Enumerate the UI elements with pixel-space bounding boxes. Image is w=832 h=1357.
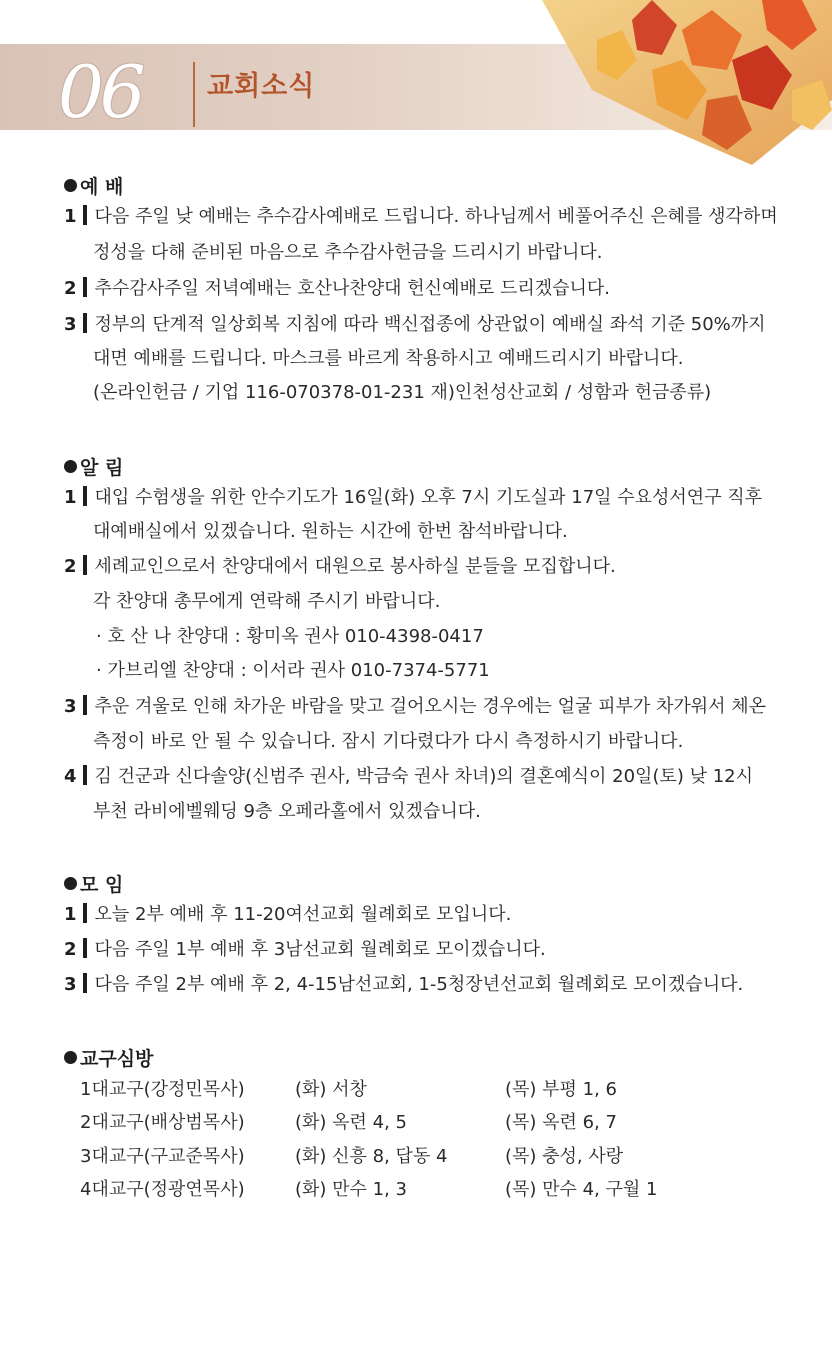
notice-item-2-cont: 각 찬양대 총무에게 연락해 주시기 바랍니다. <box>93 591 441 612</box>
visitation-tuesday: (화) 신흥 8, 답동 4 <box>295 1146 448 1167</box>
meeting-item-1: 1 오늘 2부 예배 후 11-20여선교회 월례회로 모입니다. <box>64 904 512 925</box>
bullet-icon <box>64 179 77 192</box>
notice-item-3: 3 추운 겨울로 인해 차가운 바람을 맞고 걸어오시는 경우에는 얼굴 피부가 차가워서 체온 <box>64 696 767 717</box>
visitation-district: 2대교구(배상범목사) <box>80 1112 245 1133</box>
notice-item-3-cont: 측정이 바로 안 될 수 있습니다. 잠시 기다렸다가 다시 측정하시기 바랍니다. <box>93 731 684 752</box>
section-visitation-heading: 교구심방 <box>64 1044 153 1071</box>
visitation-district: 3대교구(구교준목사) <box>80 1146 245 1167</box>
notice-item-4: 4 김 건군과 신다솔양(신범주 권사, 박금숙 권사 차녀)의 결혼예식이 20일(토) 낮 12시 <box>64 766 754 787</box>
worship-item-3: 3 정부의 단계적 일상회복 지침에 따라 백신접종에 상관없이 예배실 좌석 기준 50%까지 <box>64 314 766 335</box>
bullet-icon <box>64 460 77 473</box>
visitation-thursday: (목) 부평 1, 6 <box>505 1079 617 1100</box>
meeting-item-2: 2 다음 주일 1부 예배 후 3남선교회 월례회로 모이겠습니다. <box>64 939 546 960</box>
section-worship-heading: 예 배 <box>64 172 123 199</box>
visitation-thursday: (목) 옥련 6, 7 <box>505 1112 617 1133</box>
worship-item-1-cont: 정성을 다해 준비된 마음으로 추수감사헌금을 드리시기 바랍니다. <box>93 242 603 263</box>
notice-item-1: 1 대입 수험생을 위한 안수기도가 16일(화) 오후 7시 기도실과 17일 수요성서연구 직후 <box>64 487 763 508</box>
visitation-district: 1대교구(강정민목사) <box>80 1079 245 1100</box>
visitation-tuesday: (화) 만수 1, 3 <box>295 1179 407 1200</box>
notice-contact-gabriel: · 가브리엘 찬양대 : 이서라 권사 010-7374-5771 <box>96 660 490 681</box>
bullet-icon <box>64 877 77 890</box>
worship-item-2: 2 추수감사주일 저녁예배는 호산나찬양대 헌신예배로 드리겠습니다. <box>64 278 611 299</box>
bullet-icon <box>64 1051 77 1064</box>
section-meeting-heading: 모 임 <box>64 870 123 897</box>
notice-item-1-cont: 대예배실에서 있겠습니다. 원하는 시간에 한번 참석바랍니다. <box>93 521 568 542</box>
notice-item-4-cont: 부천 라비에벨웨딩 9층 오페라홀에서 있겠습니다. <box>93 801 481 822</box>
meeting-item-3: 3 다음 주일 2부 예배 후 2, 4-15남선교회, 1-5청장년선교회 월례회로 모이겠습니다. <box>64 974 744 995</box>
title-divider <box>193 62 195 127</box>
page-title: 교회소식 <box>207 71 316 102</box>
visitation-tuesday: (화) 서창 <box>295 1079 367 1100</box>
worship-item-3-cont: 대면 예배를 드립니다. 마스크를 바르게 착용하시고 예배드리시기 바랍니다. <box>93 348 684 369</box>
autumn-leaves-image <box>502 0 832 165</box>
visitation-thursday: (목) 충성, 사랑 <box>505 1146 624 1167</box>
worship-item-1: 1 다음 주일 낮 예배는 추수감사예배로 드립니다. 하나님께서 베풀어주신 은혜를 생각하며 <box>64 206 778 227</box>
section-number: 06 <box>58 50 142 134</box>
notice-item-2: 2 세례교인으로서 찬양대에서 대원으로 봉사하실 분들을 모집합니다. <box>64 556 616 577</box>
section-notice-heading: 알 림 <box>64 453 123 480</box>
page-header <box>0 0 832 165</box>
worship-item-3-cont2: (온라인헌금 / 기업 116-070378-01-231 재)인천성산교회 / 성함과 헌금종류) <box>93 382 712 403</box>
visitation-thursday: (목) 만수 4, 구월 1 <box>505 1179 658 1200</box>
visitation-tuesday: (화) 옥련 4, 5 <box>295 1112 407 1133</box>
notice-contact-hosanna: · 호 산 나 찬양대 : 황미옥 권사 010-4398-0417 <box>96 626 484 647</box>
visitation-district: 4대교구(정광연목사) <box>80 1179 245 1200</box>
